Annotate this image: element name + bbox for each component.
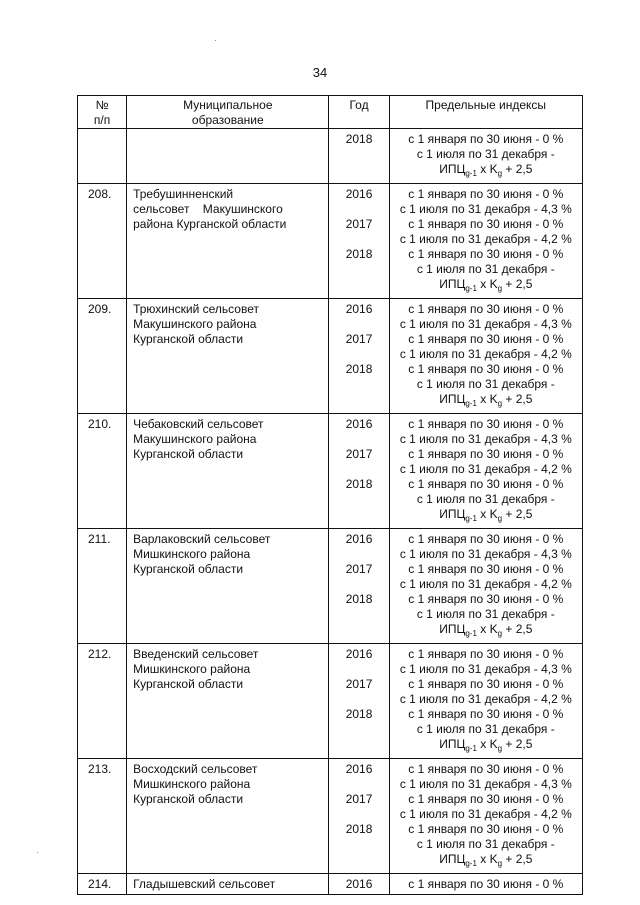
index-formula: $ИПЦ_{g-1}$ x $K_g + 2,5$ [439,392,533,408]
municipality-line: района Курганской области [133,217,287,231]
index-line: с 1 июля по 31 декабря - [416,607,555,621]
year-value: 2017 [345,792,373,806]
year-cell [329,644,389,759]
year-cell [329,184,389,299]
municipality-line: Макушинского района [133,432,257,446]
index-line: с 1 июля по 31 декабря - [416,492,555,506]
municipality-line: Курганской области [133,677,244,691]
municipality-name [127,299,329,414]
continuation-row [78,129,583,184]
index-line: с 1 января по 30 июня - 0 % [408,677,564,691]
year-value: 2018 [345,822,373,836]
index-line: с 1 января по 30 июня - 0 % [408,187,564,201]
table-row [78,874,583,895]
header-year: Год [329,96,389,129]
table-row [78,529,583,644]
municipality-line: Требушинненский [133,187,234,201]
indices-cell [389,129,582,184]
row-number: 214. [78,874,127,895]
municipality-line: Курганской области [133,792,244,806]
index-line: с 1 января по 30 июня - 0 % [408,447,564,461]
row-number: 212. [78,644,127,759]
table-row [78,184,583,299]
year-value: 2016 [345,302,373,316]
municipality-line: сельсовет Макушинского [133,202,283,216]
index-line: с 1 июля по 31 декабря - 4,3 % [399,662,572,676]
municipality-name [127,759,329,874]
index-line: с 1 июля по 31 декабря - 4,2 % [399,232,572,246]
scan-speck: · [36,848,39,857]
index-line: с 1 июля по 31 декабря - 4,3 % [399,547,572,561]
municipality-line: Введенский сельсовет [133,647,259,661]
index-line: с 1 января по 30 июня - 0 % [408,592,564,606]
row-number: 209. [78,299,127,414]
year-value: 2018 [345,132,373,146]
indices-cell [389,184,582,299]
index-line: с 1 января по 30 июня - 0 % [389,874,582,895]
table-row [78,759,583,874]
index-line: с 1 января по 30 июня - 0 % [408,247,564,261]
municipality-cell [127,129,329,184]
index-line: с 1 января по 30 июня - 0 % [408,562,564,576]
municipality-line: Восходский сельсовет [133,762,258,776]
table-row [78,644,583,759]
row-number: 213. [78,759,127,874]
indices-cell [389,299,582,414]
index-line: с 1 января по 30 июня - 0 % [408,532,564,546]
index-line: с 1 июля по 31 декабря - 4,3 % [399,317,572,331]
index-line: с 1 июля по 31 декабря - 4,2 % [399,577,572,591]
municipality-line: Мишкинского района [133,547,251,561]
year-value: 2018 [345,477,373,491]
index-line: с 1 января по 30 июня - 0 % [408,302,564,316]
year-value: 2016 [345,647,373,661]
index-line: с 1 января по 30 июня - 0 % [408,822,564,836]
table-row [78,299,583,414]
municipality-name [127,644,329,759]
index-line: с 1 января по 30 июня - 0 % [408,762,564,776]
municipality-line: Варлаковский сельсовет [133,532,271,546]
index-line: с 1 июля по 31 декабря - [416,147,555,161]
index-line: с 1 января по 30 июня - 0 % [408,417,564,431]
index-line: с 1 июля по 31 декабря - 4,2 % [399,347,572,361]
page-number: 34 [312,65,328,80]
year-cell [329,414,389,529]
index-line: с 1 июля по 31 декабря - 4,3 % [399,777,572,791]
year-value: 2016 [345,532,373,546]
municipality-line: Макушинского района [133,317,257,331]
year-value: 2016 [345,417,373,431]
index-line: с 1 января по 30 июня - 0 % [408,332,564,346]
index-line: с 1 июля по 31 декабря - [416,722,555,736]
index-formula: $ИПЦ_{g-1}$ x $K_g + 2,5$ [439,507,533,523]
table-row [78,414,583,529]
year-value: 2017 [345,447,373,461]
index-line: с 1 января по 30 июня - 0 % [408,132,564,146]
year-value: 2017 [345,677,373,691]
year-value: 2018 [345,247,373,261]
row-number: 210. [78,414,127,529]
index-line: с 1 июля по 31 декабря - 4,3 % [399,432,572,446]
index-formula: $ИПЦ_{g-1}$ x $K_g + 2,5$ [439,277,533,293]
municipality-line: Курганской области [133,332,244,346]
year-value: 2017 [345,332,373,346]
municipality-name [127,184,329,299]
header-indices: Предельные индексы [389,96,582,129]
year-value: 2016 [345,762,373,776]
index-formula: $ИПЦ_{g-1}$ x $K_g + 2,5$ [439,622,533,638]
row-number: 208. [78,184,127,299]
index-line: с 1 января по 30 июня - 0 % [408,362,564,376]
indices-cell [389,529,582,644]
year-value: 2017 [345,562,373,576]
year-cell [329,299,389,414]
municipality-line: Курганской области [133,447,244,461]
index-line: с 1 июля по 31 декабря - [416,377,555,391]
index-line: с 1 января по 30 июня - 0 % [408,477,564,491]
tariff-index-table [77,95,583,895]
municipality-line: Мишкинского района [133,777,251,791]
municipality-line: Курганской области [133,562,244,576]
index-line: с 1 января по 30 июня - 0 % [408,707,564,721]
municipality-line: Трюхинский сельсовет [133,302,259,316]
indices-cell [389,644,582,759]
index-line: с 1 июля по 31 декабря - 4,2 % [399,692,572,706]
year-value: 2017 [345,217,373,231]
municipality-name [127,414,329,529]
municipality-line: Мишкинского района [133,662,251,676]
index-line: с 1 июля по 31 декабря - [416,262,555,276]
scan-speck: · [214,36,217,45]
index-line: с 1 января по 30 июня - 0 % [408,217,564,231]
municipality-line: Чебаковский сельсовет [133,417,264,431]
year-cell [329,759,389,874]
year-value: 2016 [345,187,373,201]
index-line: с 1 января по 30 июня - 0 % [408,647,564,661]
indices-cell [389,759,582,874]
index-line: с 1 июля по 31 декабря - [416,837,555,851]
table-header-row [78,96,583,129]
index-line: с 1 июля по 31 декабря - 4,2 % [399,807,572,821]
year-value: 2016 [329,874,389,895]
year-value: 2018 [345,592,373,606]
index-line: с 1 января по 30 июня - 0 % [408,792,564,806]
index-formula: $ИПЦ_{g-1}$ x $K_g + 2,5$ [439,162,533,178]
index-line: с 1 июля по 31 декабря - 4,3 % [399,202,572,216]
indices-cell [389,414,582,529]
header-number: № п/п [78,96,127,129]
header-municipality: Муниципальное образование [127,96,329,129]
row-number: 211. [78,529,127,644]
index-formula: $ИПЦ_{g-1}$ x $K_g + 2,5$ [439,737,533,753]
municipality-name: Гладышевский сельсовет [127,874,329,895]
year-value: 2018 [345,707,373,721]
year-cell [329,129,389,184]
year-value: 2018 [345,362,373,376]
row-number-cell [78,129,127,184]
index-formula: $ИПЦ_{g-1}$ x $K_g + 2,5$ [439,852,533,868]
year-cell [329,529,389,644]
index-line: с 1 июля по 31 декабря - 4,2 % [399,462,572,476]
municipality-name [127,529,329,644]
